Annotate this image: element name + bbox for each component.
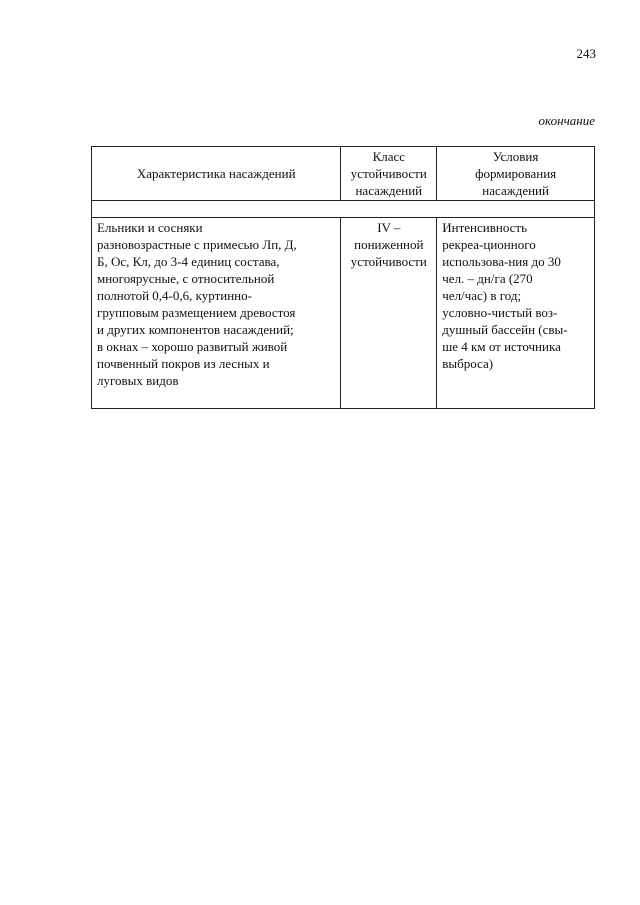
header-conditions-line: формирования	[475, 166, 557, 181]
stand-characteristics-table	[91, 146, 595, 409]
conditions-cell	[437, 218, 595, 409]
characteristic-line: в окнах – хорошо развитый живой	[97, 339, 288, 354]
characteristic-line: и других компонентов насаждений;	[97, 322, 294, 337]
characteristic-line: полнотой 0,4-0,6, куртинно-	[97, 288, 252, 303]
header-stability-class	[341, 147, 437, 201]
stability-class-cell	[341, 218, 437, 409]
characteristic-line: Б, Ос, Кл, до 3-4 единиц состава,	[97, 254, 280, 269]
stability-class-line: IV –	[377, 220, 401, 235]
stability-class-line: пониженной	[354, 237, 424, 252]
page-number: 243	[576, 46, 596, 61]
conditions-line: душный бассейн (свы-	[442, 322, 568, 337]
table-header-row	[92, 147, 595, 201]
characteristic-line: многоярусные, с относительной	[97, 271, 275, 286]
stability-class-line: устойчивости	[350, 254, 427, 269]
conditions-line: чел/час) в год;	[442, 288, 522, 303]
conditions-line: выброса)	[442, 356, 494, 371]
conditions-line: рекреа-ционного	[442, 237, 536, 252]
continuation-label: окончание	[538, 113, 595, 128]
conditions-line: Интенсивность	[442, 220, 528, 235]
header-formation-conditions	[437, 147, 595, 201]
characteristic-cell	[92, 218, 341, 409]
characteristic-line: почвенный покров из лесных и	[97, 356, 270, 371]
header-stability-line: Класс	[372, 149, 406, 164]
conditions-line: ше 4 км от источника	[442, 339, 561, 354]
conditions-line: использова-ния до 30	[442, 254, 561, 269]
spacer-cell	[92, 201, 595, 218]
header-stability-line: устойчивости	[350, 166, 427, 181]
characteristic-line: луговых видов	[97, 373, 179, 388]
header-conditions-line: Условия	[492, 149, 539, 164]
header-characteristic-text: Характеристика насаждений	[136, 166, 296, 181]
table-row	[92, 218, 595, 409]
characteristic-line: групповым размещением древостоя	[97, 305, 296, 320]
header-stability-line: насаждений	[355, 183, 423, 198]
header-characteristic	[92, 147, 341, 201]
table-spacer-row	[92, 201, 595, 218]
conditions-line: чел. – дн/га (270	[442, 271, 533, 286]
characteristic-line: разновозрастные с примесью Лп, Д,	[97, 237, 297, 252]
conditions-line: условно-чистый воз-	[442, 305, 558, 320]
header-conditions-line: насаждений	[482, 183, 549, 198]
characteristic-line: Ельники и сосняки	[97, 220, 203, 235]
